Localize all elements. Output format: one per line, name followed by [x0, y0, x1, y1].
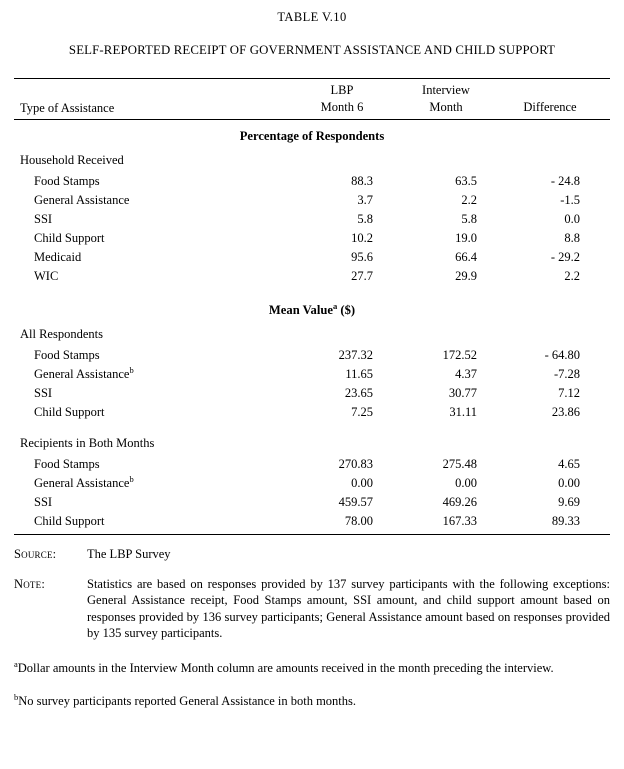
row-label-text: Food Stamps [34, 457, 100, 471]
table-number: TABLE V.10 [277, 10, 347, 24]
section-recipients-both-months-rows [0, 455, 624, 531]
table-row [0, 210, 624, 229]
source-text: The LBP Survey [87, 547, 171, 561]
cell-interview-month: 31.11 [449, 405, 477, 419]
row-label [34, 365, 134, 384]
cell-interview-month: 469.26 [442, 495, 477, 509]
cell-difference: - 24.8 [550, 174, 580, 188]
row-footnote-marker: b [129, 473, 134, 484]
cell-interview-month: 63.5 [455, 174, 477, 188]
group-heading-all-respondents: All Respondents [20, 327, 103, 341]
footnote-b [14, 693, 610, 710]
table-row [0, 474, 624, 493]
table-row [0, 365, 624, 384]
row-label-text: Child Support [34, 405, 105, 419]
group-heading-household-received: Household Received [20, 153, 124, 167]
cell-interview-month: 29.9 [455, 269, 477, 283]
row-label-text: General Assistance [34, 476, 130, 490]
cell-lbp-month6: 5.8 [357, 212, 373, 226]
footnote-a-marker: a [14, 658, 18, 669]
section-heading-mean-value [0, 286, 624, 325]
general-note [14, 576, 624, 642]
cell-lbp-month6: 0.00 [351, 476, 373, 490]
cell-interview-month: 2.2 [461, 193, 477, 207]
row-label [34, 474, 134, 493]
cell-lbp-month6: 10.2 [351, 231, 373, 245]
table-row [0, 384, 624, 403]
cell-interview-month: 66.4 [455, 250, 477, 264]
row-label [34, 346, 100, 365]
cell-difference: -1.5 [560, 193, 580, 207]
column-header-row [0, 79, 624, 117]
cell-interview-month: 275.48 [442, 457, 477, 471]
section-heading-mean-value-suffix: ($) [337, 303, 356, 317]
section-heading-footnote-marker: a [332, 300, 338, 311]
cell-difference: 7.12 [558, 386, 580, 400]
row-label-text: SSI [34, 495, 53, 509]
cell-lbp-month6: 27.7 [351, 269, 373, 283]
cell-difference: 23.86 [551, 405, 580, 419]
table-row [0, 229, 624, 248]
table-row [0, 403, 624, 422]
section-heading-mean-value-text: Mean Value [268, 303, 333, 317]
cell-lbp-month6: 237.32 [338, 348, 373, 362]
row-label [34, 493, 52, 512]
title-block [0, 0, 624, 64]
table-row [0, 512, 624, 531]
row-label: Medicaid [34, 250, 82, 264]
table-row [0, 267, 624, 286]
footnote-a-text: Dollar amounts in the Interview Month column are amounts received in the month preceding the interview. [17, 660, 554, 675]
table-row [0, 191, 624, 210]
cell-difference: -7.28 [553, 367, 580, 381]
note-label: Note: [14, 576, 45, 591]
cell-difference: 8.8 [564, 231, 580, 245]
source-label: Source: [14, 547, 57, 561]
cell-interview-month: 167.33 [442, 514, 477, 528]
cell-lbp-month6: 88.3 [351, 174, 373, 188]
table-row [0, 172, 624, 191]
cell-lbp-month6: 270.83 [338, 457, 373, 471]
row-label [34, 403, 105, 422]
cell-lbp-month6: 7.25 [351, 405, 373, 419]
cell-lbp-month6: 459.57 [338, 495, 373, 509]
footnote-a [14, 660, 610, 677]
cell-interview-month: 4.37 [455, 367, 477, 381]
table-row [0, 346, 624, 365]
column-header-interview-month [400, 82, 492, 116]
row-label: Child Support [34, 231, 105, 245]
cell-lbp-month6: 78.00 [344, 514, 373, 528]
section-heading-percentage: Percentage of Respondents [239, 129, 385, 143]
row-label [34, 384, 52, 403]
section-percentage-rows [0, 172, 624, 286]
column-header-lbp-month6 [296, 82, 388, 116]
cell-difference: 9.69 [558, 495, 580, 509]
cell-lbp-month6: 95.6 [351, 250, 373, 264]
cell-lbp-month6: 3.7 [357, 193, 373, 207]
cell-lbp-month6: 23.65 [344, 386, 373, 400]
column-header-lbp-line1: LBP [330, 83, 354, 97]
page-title: SELF-REPORTED RECEIPT OF GOVERNMENT ASSISTANCE AND CHILD SUPPORT [68, 43, 556, 57]
cell-difference: 0.0 [564, 212, 580, 226]
row-label: Food Stamps [34, 174, 100, 188]
row-label-text: General Assistance [34, 367, 130, 381]
table-row [0, 455, 624, 474]
cell-interview-month: 172.52 [442, 348, 477, 362]
column-header-difference [504, 99, 596, 116]
note-text: Statistics are based on responses provided by 137 survey participants with the following exceptions: General Assistance receipt, Food Stamps amount, SSI amount, and child support amount based on responses provided by 136 survey participants; General Assistance amount based on responses provided by 135 survey participants. [87, 576, 610, 640]
stub-column-header: Type of Assistance [20, 101, 115, 115]
column-header-lbp-line2: Month 6 [320, 100, 364, 114]
cell-interview-month: 30.77 [448, 386, 477, 400]
cell-lbp-month6: 11.65 [345, 367, 373, 381]
group-heading-recipients-both-months: Recipients in Both Months [20, 436, 155, 450]
cell-difference: 4.65 [558, 457, 580, 471]
column-header-difference-line2: Difference [523, 100, 577, 114]
row-label: SSI [34, 212, 53, 226]
cell-difference: 0.00 [558, 476, 580, 490]
cell-interview-month: 0.00 [455, 476, 477, 490]
row-label: WIC [34, 269, 59, 283]
source-note [14, 546, 624, 563]
cell-difference: 89.33 [551, 514, 580, 528]
footnote-b-marker: b [14, 691, 19, 702]
row-label [34, 512, 105, 531]
cell-difference: - 29.2 [550, 250, 580, 264]
row-label: General Assistance [34, 193, 130, 207]
cell-interview-month: 19.0 [455, 231, 477, 245]
cell-interview-month: 5.8 [461, 212, 477, 226]
table-row [0, 493, 624, 512]
section-all-respondents-rows [0, 346, 624, 422]
footnote-b-text: No survey participants reported General Assistance in both months. [18, 694, 357, 708]
row-label [34, 455, 100, 474]
row-label-text: SSI [34, 386, 53, 400]
row-label-text: Food Stamps [34, 348, 100, 362]
row-label-text: Child Support [34, 514, 105, 528]
row-footnote-marker: b [129, 364, 134, 375]
column-header-interview-line1: Interview [422, 83, 470, 97]
cell-difference: 2.2 [564, 269, 580, 283]
notes-block [0, 535, 624, 642]
column-header-interview-line2: Month [429, 100, 463, 114]
table-row [0, 248, 624, 267]
cell-difference: - 64.80 [544, 348, 580, 362]
